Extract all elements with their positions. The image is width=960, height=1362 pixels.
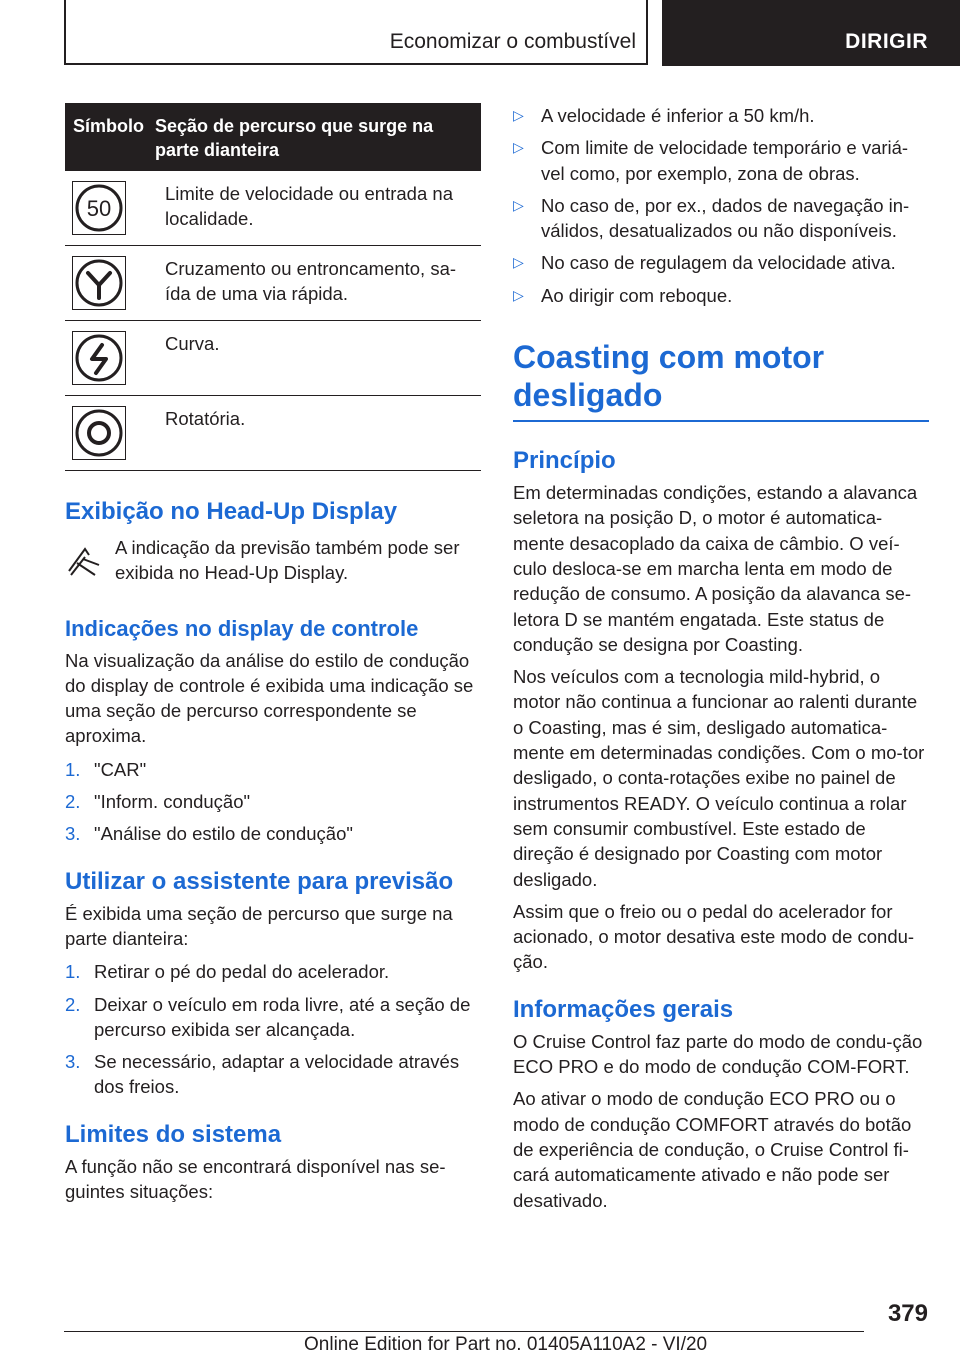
general-text-1: O Cruise Control faz parte do modo de condu-ção ECO PRO e do modo de condução COM-FORT. <box>513 1030 923 1078</box>
principle-text-2: Nos veículos com a tecnologia mild-hybrid, o motor não continua a funcionar ao ralenti durante o Coasting, mas é sim, desligado automatica-mente em determinadas condições. Com o mo-tor desligado, o conta-rotações exibe no painel de instrumentos READY. O veículo continua a rolar sem consumir combustível. Este estado de direção é designado por Coasting com motor desligado. <box>513 666 925 890</box>
header-bottom-rule <box>64 63 648 65</box>
general-text-2: Ao ativar o modo de condução ECO PRO ou o modo de condução COMFORT através do botão de experiência de condução, o Cruise Control fi-cará automaticamente ativado e não pode ser desativado. <box>513 1088 912 1211</box>
list-item: ▷ Com limite de velocidade temporário e variá-vel como, por exemplo, zona de obras. <box>513 135 929 186</box>
list-item: ▷ No caso de, por ex., dados de navegação in-válidos, desatualizados ou não disponíveis. <box>513 193 929 244</box>
header-section-title: Economizar o combustível <box>389 30 636 53</box>
left-column <box>65 103 481 1204</box>
triangle-bullet-icon: ▷ <box>513 254 524 271</box>
junction-icon <box>72 256 126 310</box>
header-separator <box>646 0 648 64</box>
table-row-text: Limite de velocidade ou entrada na localidade. <box>165 183 453 229</box>
table-row <box>65 171 481 246</box>
footer-rule <box>64 1331 864 1332</box>
hud-text: A indicação da previsão também pode ser exibida no Head-Up Display. <box>115 537 460 584</box>
triangle-bullet-icon: ▷ <box>513 107 524 123</box>
svg-text:50: 50 <box>86 196 112 221</box>
list-item: 1. "CAR" <box>65 758 147 780</box>
cd-steps <box>65 757 481 847</box>
table-row <box>65 246 481 321</box>
header-chapter-tab[interactable] <box>662 0 960 66</box>
header-chapter-label: DIRIGIR <box>845 30 928 53</box>
list-item: 3. "Análise do estilo de condução" <box>65 823 353 845</box>
curve-icon <box>72 331 126 385</box>
coasting-heading: Coasting com motor desligado <box>513 339 825 414</box>
page-number: 379 <box>887 1300 928 1327</box>
symbol-table <box>65 103 481 471</box>
assist-heading: Utilizar o assistente para previsão <box>65 867 454 895</box>
head-up-display-icon <box>65 535 115 586</box>
triangle-bullet-icon: ▷ <box>513 286 524 303</box>
list-item: ▷ A velocidade é inferior a 50 km/h. <box>513 103 929 128</box>
table-row-text: Curva. <box>165 333 220 354</box>
table-header-symbol: Símbolo <box>73 116 144 136</box>
list-item: 2. "Inform. condução" <box>65 791 251 813</box>
cd-heading: Indicações no display de controle <box>65 615 419 641</box>
triangle-bullet-icon: ▷ <box>513 139 524 156</box>
list-item: 1. Retirar o pé do pedal do acelerador. <box>65 961 390 983</box>
table-row <box>65 396 481 471</box>
general-heading: Informações gerais <box>513 995 734 1023</box>
hud-heading: Exibição no Head-Up Display <box>65 498 398 525</box>
principle-text-1: Em determinadas condições, estando a alavanca seletora na posição D, o motor é automatica-mente desacoplado da caixa de câmbio. O veí-culo desloca-se em marcha lenta em modo de redução de consumo. A posição da alavanca se-letora D se mantém engatada. Este status de condução se designa por Coasting. <box>513 482 918 655</box>
limits-text: A função não se encontrará disponível nas se-guintes situações: <box>65 1155 446 1203</box>
principle-heading: Princípio <box>513 447 616 475</box>
list-item: 3. Se necessário, adaptar a velocidade através dos freios. <box>65 1051 460 1098</box>
triangle-bullet-icon: ▷ <box>513 196 524 213</box>
cd-text: Na visualização da análise do estilo de condução do display de controle é exibida uma indicação se uma seção de percurso correspondente se aproxima. <box>65 649 474 747</box>
hud-note <box>65 535 481 586</box>
heading-rule <box>513 420 929 422</box>
assist-text: É exibida uma seção de percurso que surge na parte dianteira: <box>65 902 453 949</box>
right-column <box>513 103 929 1213</box>
footer-edition: Online Edition for Part no. 01405A110A2 - VI/20 <box>304 1334 708 1355</box>
table-row-text: Cruzamento ou entroncamento, sa-ída de uma via rápida. <box>165 258 457 304</box>
table-row-text: Rotatória. <box>165 408 246 429</box>
speed-limit-50-icon <box>72 181 126 235</box>
table-row <box>65 321 481 396</box>
list-item: 2. Deixar o veículo em roda livre, até a seção de percurso exibida ser alcançada. <box>65 993 471 1040</box>
assist-steps <box>65 959 481 1099</box>
table-header-section: Seção de percurso que surge na parte dianteira <box>155 116 434 160</box>
limits-heading: Limites do sistema <box>65 1120 282 1148</box>
list-item: ▷ Ao dirigir com reboque. <box>513 283 929 308</box>
list-item: ▷ No caso de regulagem da velocidade ativa. <box>513 250 929 275</box>
roundabout-icon <box>72 406 126 460</box>
table-header <box>65 103 481 171</box>
limits-list <box>513 103 929 308</box>
principle-text-3: Assim que o freio ou o pedal do acelerador for acionado, o motor desativa este modo de condu-ção. <box>513 900 915 973</box>
